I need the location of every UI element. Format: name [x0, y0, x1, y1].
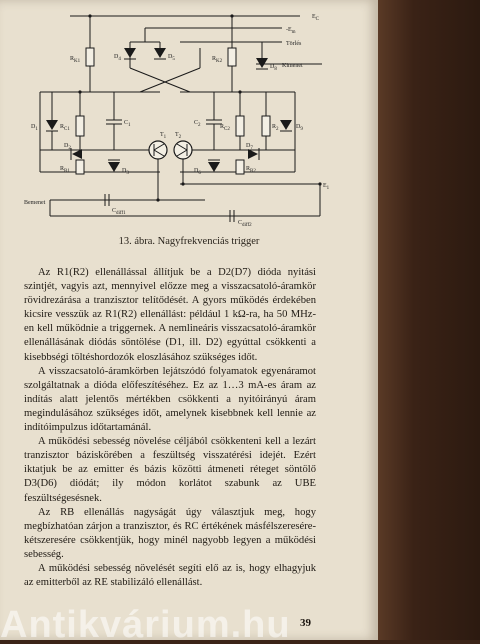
body-text [24, 266, 316, 590]
label-rb1: $R_{B1}$ [60, 166, 70, 174]
label-d8: $D_8$ [270, 64, 277, 72]
label-rc2: $R_{C2}$ [220, 124, 230, 132]
label-kimenet: Kimenet [282, 63, 303, 69]
label-d3: $D_3$ [122, 168, 129, 176]
label-rk2: $R_{K2}$ [212, 56, 223, 64]
paragraph: A visszacsatoló-áramkörben lejátszódó folyamatok egyenáramot szolgáltatnak a dióda előfeszítéséhez. Ez az 1…3 mA-es áram az indítás alatt jelentős mértékben csökkenti a nyitóirányú áram megindulásához szükséges időt, amelynek kisebbnek kell lennie az indítóimpulzus időtartamánál. [24, 365, 316, 434]
book-spine-shadow [378, 0, 480, 640]
paragraph: A működési sebesség növelése céljából csökkenteni kell a lezárt tranzisztor báziskörében a feszültség visszatérési idejét. Ezért iktatjuk be az emitter és bázis közötti átmeneti réteget söntölő D3(D6) diódát; ily módon korlátot szabunk az UBE feszültségesésnek. [24, 436, 316, 504]
circuit-diagram [20, 2, 350, 227]
paragraph: A működési sebesség növelését segíti elő az is, hogy elhagyjuk az emitterből az RE stabilizáló ellenállást. [24, 562, 316, 589]
label-cdiff2: $C_{diff2}$ [238, 220, 252, 227]
label-c2: $C_2$ [194, 120, 201, 128]
label-c1: $C_1$ [124, 120, 131, 128]
label-d4: $D_4$ [114, 54, 121, 62]
label-cdiff1: $C_{diff1}$ [112, 208, 126, 216]
label-ec: $E_C$ [312, 14, 320, 22]
paragraph: Az R1(R2) ellenállással állítjuk be a D2(D7) dióda nyitási szintjét, vagyis azt, mennyivel előzze meg a visszacsatoló-áramkör rövidrezárása a tranzisztor telítődését. A gyors működés érdekében kicsire vesszük az R1(R2) ellenállást: például 1 kΩ-ra, ha 50 MHz-en kell működnie a triggernek. A nemlineáris visszacsatoló-áramkör ellenállásának diódás söntölése (D1, ill. D2) egyúttal csökkenti a kisebbségi töltéshordozók eloszlásához szükséges időt. [24, 267, 316, 363]
label-d9: $D_9$ [296, 124, 303, 132]
label-e1: $E_1$ [323, 183, 330, 191]
figure-caption: 13. ábra. Nagyfrekvenciás trigger [118, 236, 260, 247]
label-d6: $D_6$ [194, 168, 201, 176]
watermark: Antikvárium.hu [0, 604, 291, 644]
page-number: 39 [300, 617, 311, 629]
label-r2: $R_2$ [272, 124, 279, 132]
label-d1: $D_1$ [31, 124, 38, 132]
label-rb2: $R_{B2}$ [246, 166, 256, 174]
label-torles: Törlés [286, 41, 302, 47]
label-bemenet: Bemenet [24, 200, 46, 206]
label-t2: $T_2$ [175, 132, 182, 140]
label-d7: $D_7$ [246, 143, 253, 151]
label-rk1: $R_{K1}$ [70, 56, 81, 64]
paragraph: Az RB ellenállás nagyságát úgy választjuk meg, hogy megbízhatóan zárjon a tranzisztor, és RC értékének másfélszeresére-kétszeresére csökkentjük, hogy minél nagyobb legyen a működési sebesség. [24, 506, 316, 560]
label-t1: $T_1$ [160, 132, 167, 140]
label-d2: $D_2$ [64, 143, 71, 151]
label-rc1: $R_{C1}$ [60, 124, 70, 132]
label-em: $-E_m$ [286, 27, 296, 35]
label-d5: $D_5$ [168, 54, 175, 62]
trigger-schematic [20, 2, 350, 227]
